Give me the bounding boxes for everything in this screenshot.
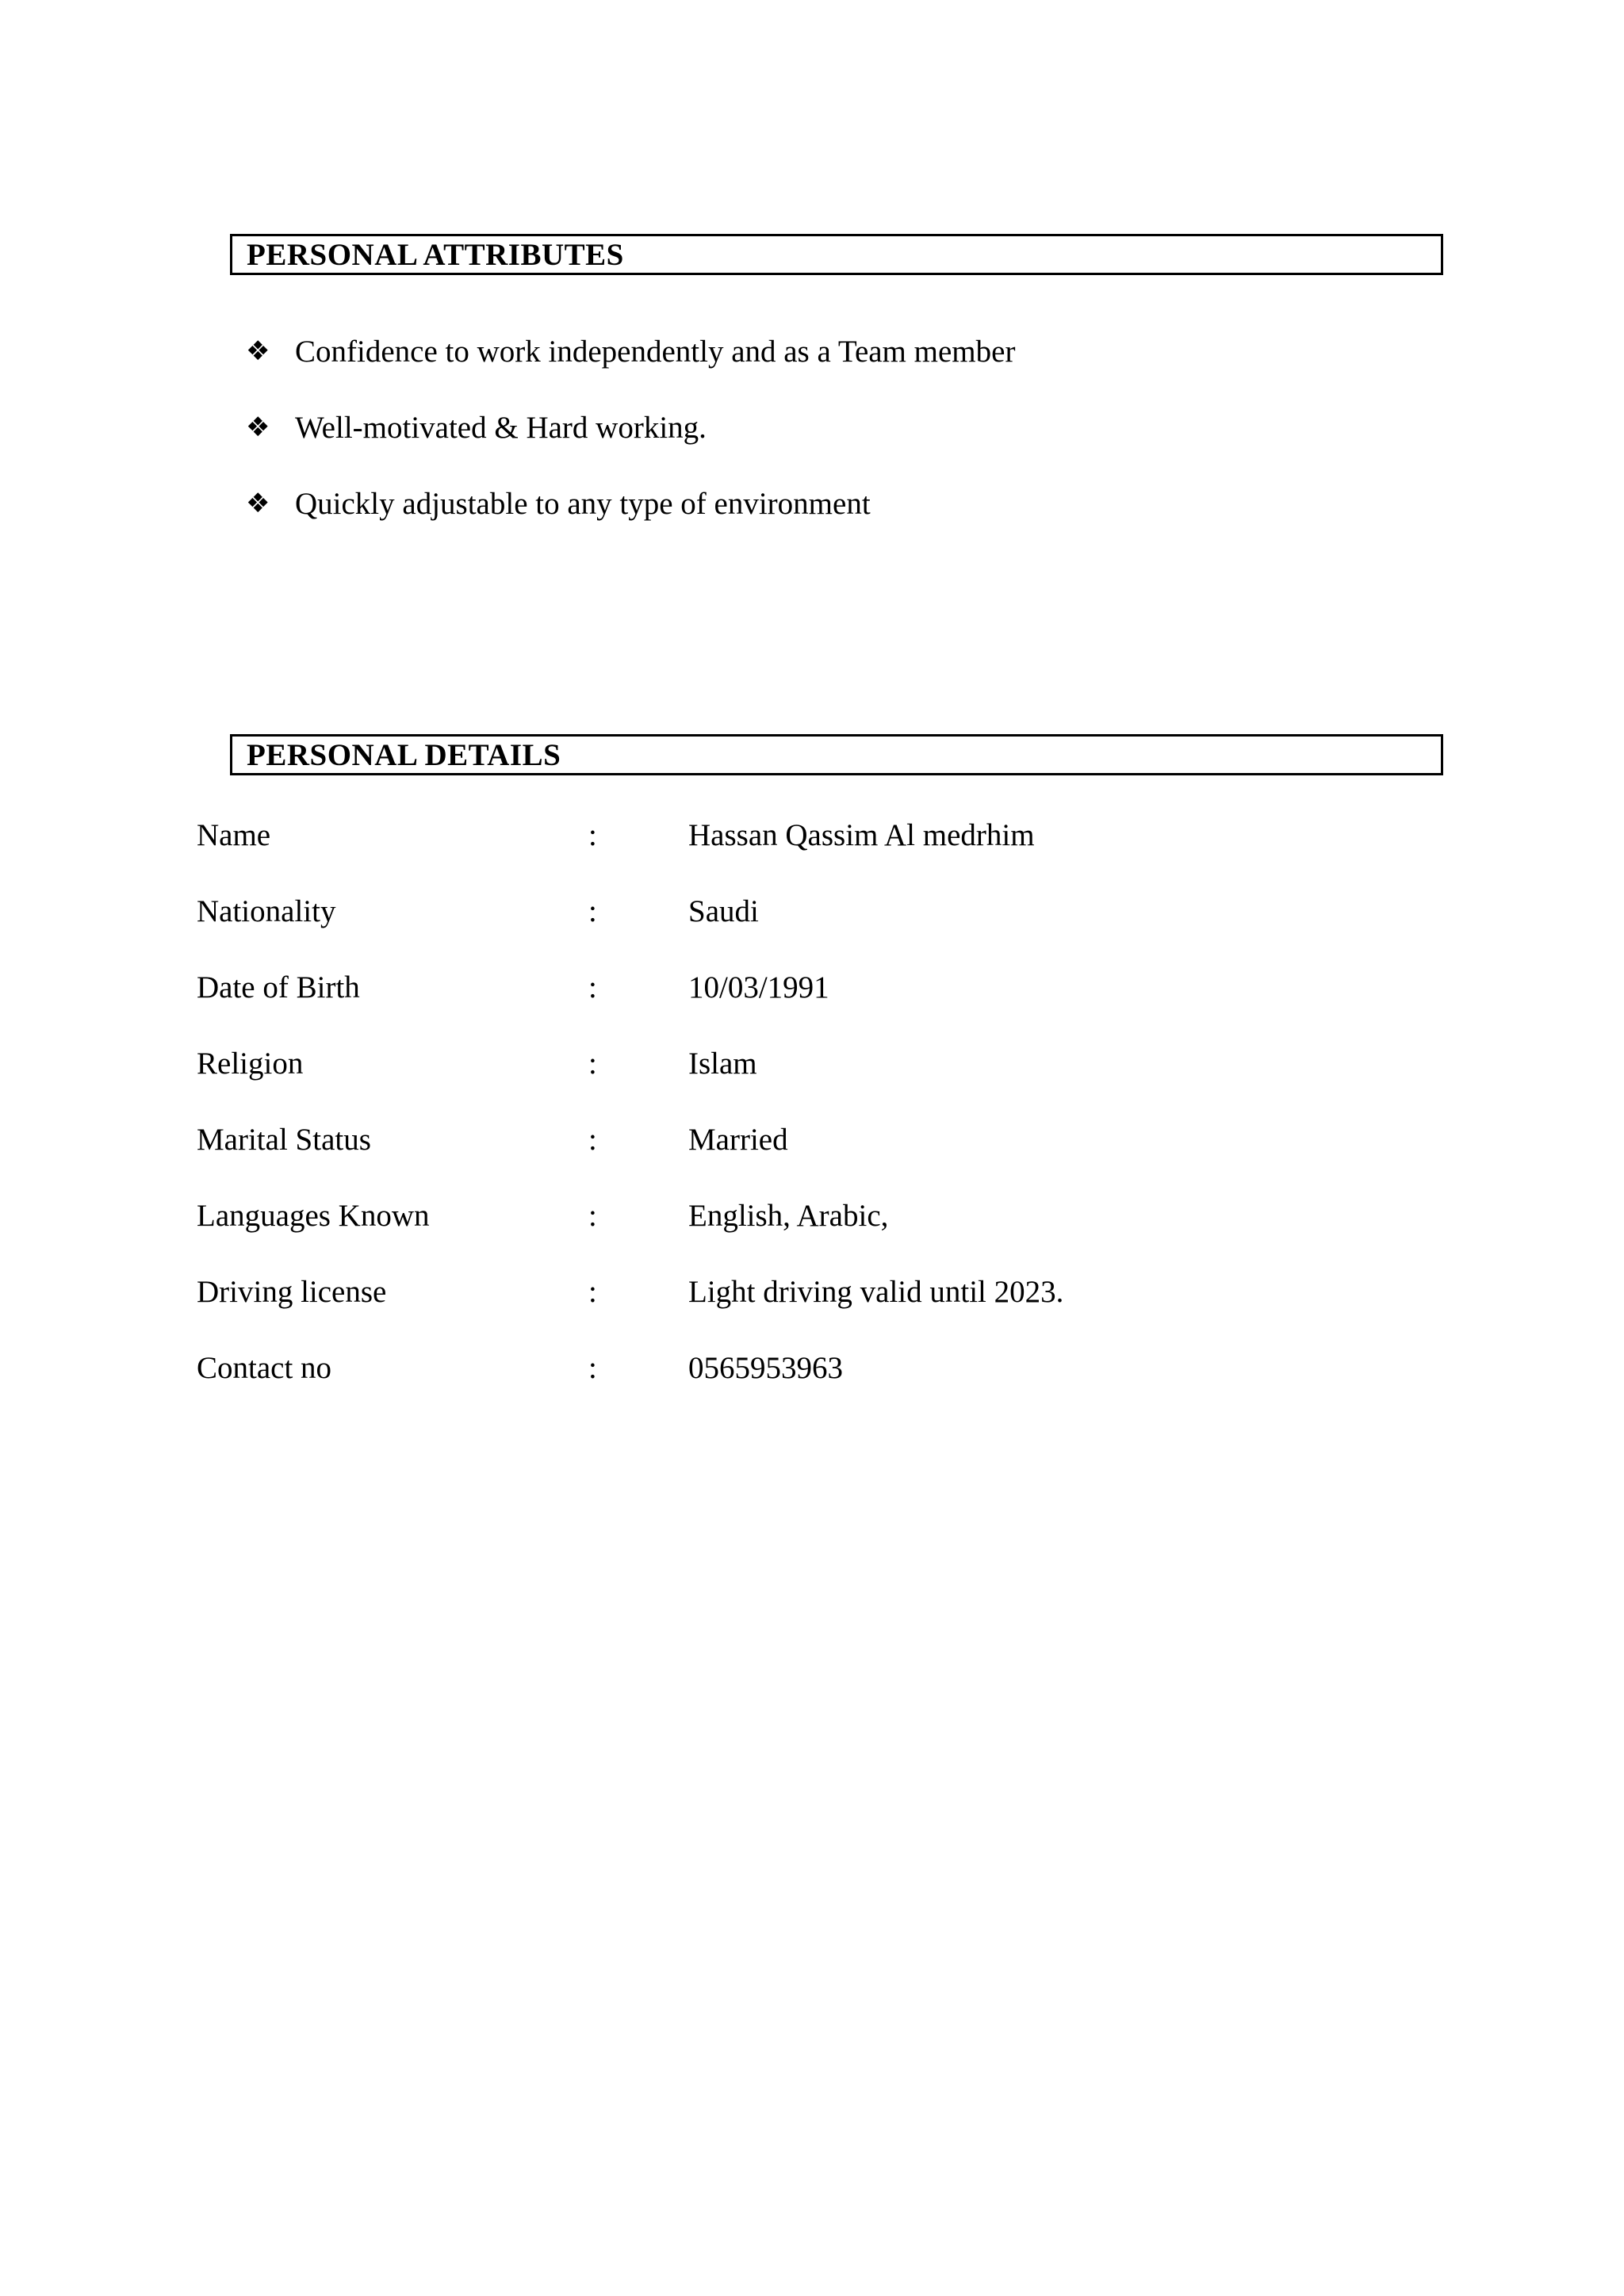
attribute-text: Quickly adjustable to any type of environment <box>295 486 871 521</box>
detail-label: Driving license <box>197 1274 387 1309</box>
detail-row-date-of-birth <box>197 949 1465 1025</box>
list-item <box>246 465 1015 541</box>
detail-value: Saudi <box>688 894 759 928</box>
detail-value: English, Arabic, <box>688 1198 889 1233</box>
attribute-text: Well-motivated & Hard working. <box>295 410 707 445</box>
diamond-bullet-icon: ❖ <box>246 411 270 443</box>
detail-value: Islam <box>688 1046 757 1081</box>
list-item <box>246 313 1015 389</box>
diamond-bullet-icon: ❖ <box>246 335 270 367</box>
detail-row-contact <box>197 1330 1465 1406</box>
detail-row-languages <box>197 1177 1465 1253</box>
detail-separator: : <box>588 1274 597 1309</box>
detail-separator: : <box>588 1122 597 1157</box>
detail-label: Contact no <box>197 1350 332 1385</box>
detail-row-religion <box>197 1025 1465 1101</box>
detail-value: Light driving valid until 2023. <box>688 1274 1064 1309</box>
personal-details-table <box>197 797 1465 1406</box>
detail-row-nationality <box>197 873 1465 949</box>
detail-separator: : <box>588 1350 597 1385</box>
detail-label: Religion <box>197 1046 304 1081</box>
detail-row-name <box>197 797 1465 873</box>
detail-separator: : <box>588 817 597 852</box>
detail-separator: : <box>588 1198 597 1233</box>
detail-label: Marital Status <box>197 1122 371 1157</box>
personal-details-heading: PERSONAL DETAILS <box>230 734 1443 775</box>
detail-value: 10/03/1991 <box>688 970 829 1004</box>
detail-label: Nationality <box>197 894 336 928</box>
detail-value: Married <box>688 1122 788 1157</box>
attribute-text: Confidence to work independently and as a Team member <box>295 334 1016 369</box>
diamond-bullet-icon: ❖ <box>246 488 270 519</box>
detail-separator: : <box>588 1046 597 1081</box>
detail-value: 0565953963 <box>688 1350 843 1385</box>
detail-label: Date of Birth <box>197 970 360 1004</box>
list-item <box>246 389 1015 465</box>
detail-separator: : <box>588 894 597 928</box>
personal-attributes-heading: PERSONAL ATTRIBUTES <box>230 234 1443 275</box>
attributes-list <box>246 313 1015 541</box>
detail-label: Name <box>197 817 271 852</box>
detail-value: Hassan Qassim Al medrhim <box>688 817 1035 852</box>
detail-row-driving-license <box>197 1253 1465 1330</box>
detail-separator: : <box>588 970 597 1004</box>
detail-label: Languages Known <box>197 1198 430 1233</box>
detail-row-marital-status <box>197 1101 1465 1177</box>
